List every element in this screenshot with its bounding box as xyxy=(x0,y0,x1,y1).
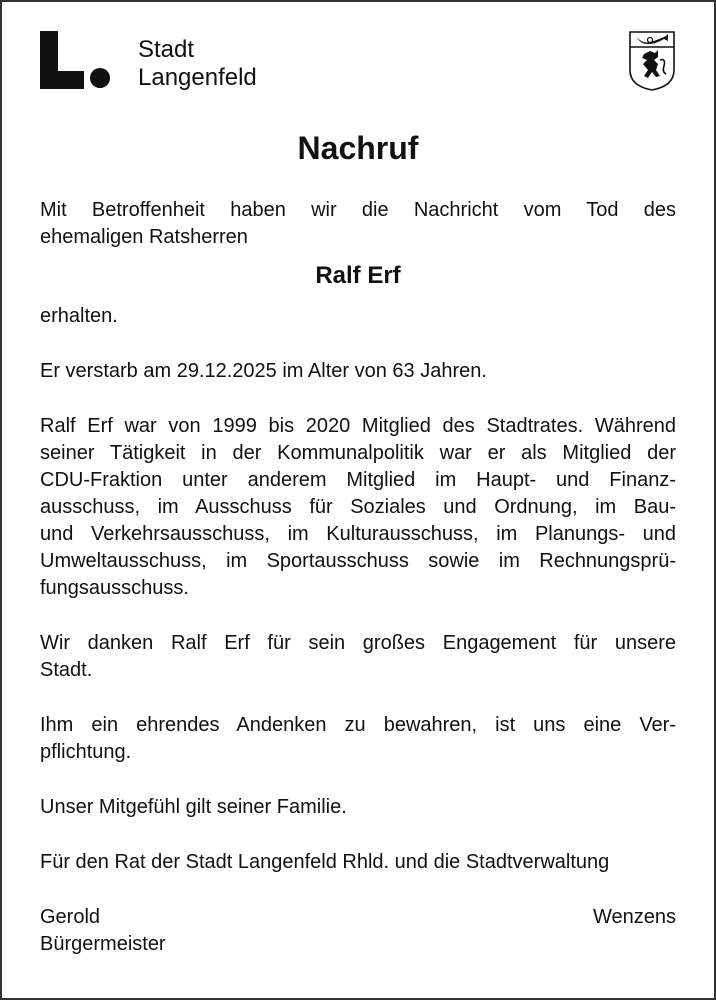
text-line: seiner Tätigkeit in der Kommunalpolitik war er als Mitglied der xyxy=(40,442,676,464)
coat-of-arms-icon xyxy=(628,30,676,92)
text-line: Er verstarb am 29.12.2025 im Alter von 63 Jahren. xyxy=(40,360,487,382)
logo-line-2: Langenfeld xyxy=(138,64,257,91)
text-line: Wir danken Ralf Erf für sein großes Engagement für unsere xyxy=(40,632,676,654)
text-line: CDU-Fraktion unter anderem Mitglied im Haupt- und Finanz- xyxy=(40,469,676,491)
text-line: Bürgermeister xyxy=(40,933,166,955)
deceased-name: Ralf Erf xyxy=(315,262,401,289)
logo-line-1: Stadt xyxy=(138,36,195,63)
logo-dot xyxy=(90,68,110,88)
text-line: Umweltausschuss, im Sportausschuss sowie im Rechnungsprü- xyxy=(40,550,676,572)
text-line: und Verkehrsausschuss, im Kulturausschuss, im Planungs- und xyxy=(40,523,676,545)
intro-paragraph xyxy=(40,197,676,251)
text-line: ehemaligen Ratsherren xyxy=(40,226,248,248)
paragraph xyxy=(40,904,676,958)
after-name-paragraph xyxy=(40,303,676,330)
text-line: erhalten. xyxy=(40,305,118,327)
text-line: Stadt. xyxy=(40,659,93,681)
text-line: Ihm ein ehrendes Andenken zu bewahren, ist uns eine Ver- xyxy=(40,714,676,736)
text-line: Gerold Wenzens xyxy=(40,906,676,928)
paragraph xyxy=(40,630,676,684)
paragraph xyxy=(40,794,676,821)
text-line: Ralf Erf war von 1999 bis 2020 Mitglied des Stadtrates. Während xyxy=(40,415,676,437)
logo-l-mark xyxy=(40,31,84,89)
text-line: Für den Rat der Stadt Langenfeld Rhld. und die Stadtverwaltung xyxy=(40,851,610,873)
text-line: ausschuss, im Ausschuss für Soziales und Ordnung, im Bau- xyxy=(40,496,676,518)
logo-text xyxy=(138,36,257,92)
paragraph xyxy=(40,712,676,766)
page-title: Nachruf xyxy=(297,130,419,166)
text-line: fungsausschuss. xyxy=(40,577,189,599)
paragraph xyxy=(40,413,676,602)
paragraph xyxy=(40,849,676,876)
text-line: Unser Mitgefühl gilt seiner Familie. xyxy=(40,796,347,818)
obituary-body xyxy=(40,197,676,986)
paragraph xyxy=(40,358,676,385)
text-line: pflichtung. xyxy=(40,741,132,763)
text-line: Mit Betroffenheit haben wir die Nachricht vom Tod des xyxy=(40,199,676,221)
